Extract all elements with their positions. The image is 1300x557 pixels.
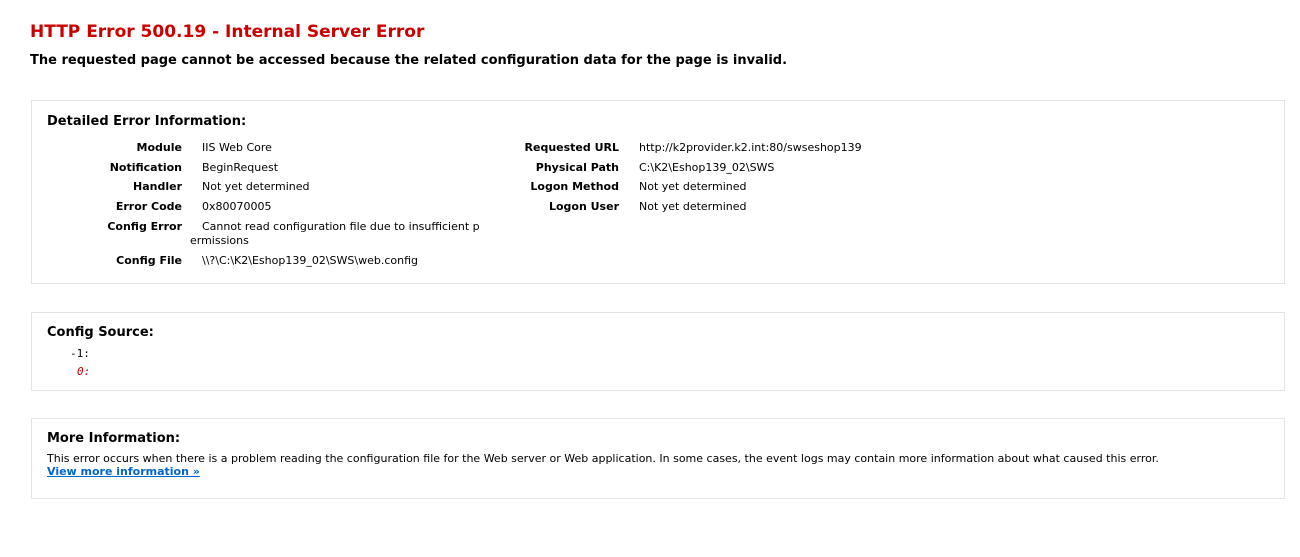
detail-value: Not yet determined: [202, 180, 310, 194]
detail-label: Physical Path: [535, 160, 619, 174]
detail-label: Logon Method: [530, 180, 619, 194]
detail-value: http://k2provider.k2.int:80/swseshop139: [639, 141, 862, 154]
detail-value: IIS Web Core: [202, 141, 272, 154]
detail-value: BeginRequest: [202, 160, 279, 174]
detail-value: C:\K2\Eshop139_02\SWS: [639, 160, 775, 174]
config-source-box: [31, 312, 1285, 391]
config-source-line: -1:: [70, 347, 90, 360]
more-info-text: This error occurs when there is a problem reading the configuration file for the Web server or Web application. In some cases, the event logs may contain more information about what caused this error.: [47, 452, 1159, 465]
detail-value: 0x80070005: [202, 200, 272, 214]
detail-label: Module: [136, 141, 182, 154]
config-error-line-2: ermissions: [190, 233, 249, 247]
detail-table-right: [492, 141, 862, 220]
detail-row-physical-path: [492, 161, 862, 181]
page-subtitle: The requested page cannot be accessed because the related configuration data for the page is invalid.: [30, 53, 788, 68]
config-error-line-1: Cannot read configuration file due to insufficient p: [202, 219, 480, 233]
error-page: [0, 0, 1300, 69]
detail-row-module: [62, 141, 487, 161]
detail-row-notification: [62, 161, 487, 181]
detail-label: Requested URL: [524, 141, 619, 154]
detail-value: [190, 219, 487, 254]
detail-value: Not yet determined: [639, 200, 747, 214]
detail-row-config-error: [62, 220, 487, 254]
detail-row-error-code: [62, 200, 487, 220]
detailed-error-heading: Detailed Error Information:: [47, 114, 247, 129]
config-source-line-highlight: 0:: [77, 365, 91, 378]
more-info-heading: More Information:: [47, 431, 181, 446]
detail-label: Config File: [116, 253, 182, 267]
detail-row-logon-user: [492, 200, 862, 220]
detail-row-logon-method: [492, 180, 862, 200]
detail-value: \\?\C:\K2\Eshop139_02\SWS\web.config: [202, 253, 418, 267]
view-more-link[interactable]: View more information »: [47, 465, 200, 478]
detail-label: Notification: [109, 160, 182, 174]
detail-value: Not yet determined: [639, 180, 747, 194]
page-title: HTTP Error 500.19 - Internal Server Error: [30, 22, 425, 42]
detailed-error-box: [31, 100, 1285, 284]
detail-row-config-file: [62, 254, 487, 274]
detail-row-handler: [62, 180, 487, 200]
detail-table-left: [62, 141, 487, 273]
detail-label: Logon User: [548, 200, 619, 214]
detail-label: Handler: [133, 180, 182, 194]
config-source-heading: Config Source:: [47, 325, 154, 340]
detail-label: Error Code: [115, 200, 182, 214]
detail-label: Config Error: [107, 219, 182, 233]
detail-row-requested-url: [492, 141, 862, 161]
more-info-box: [31, 418, 1285, 499]
